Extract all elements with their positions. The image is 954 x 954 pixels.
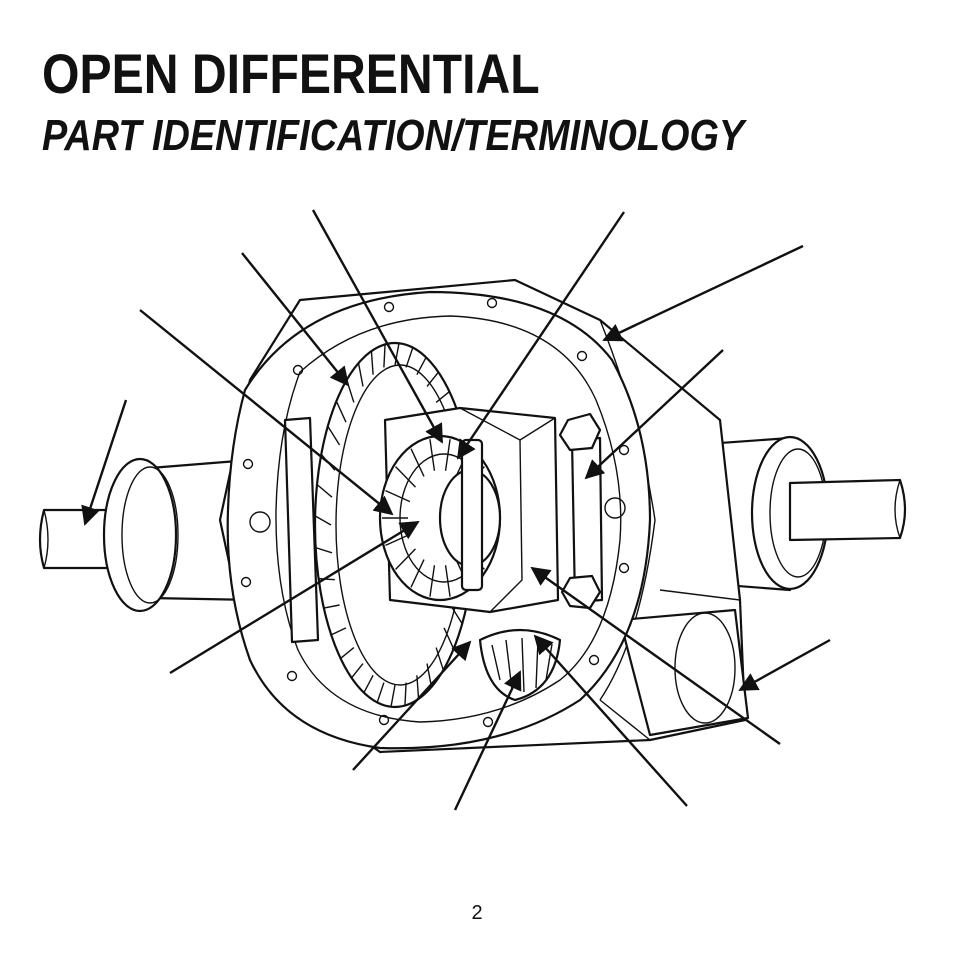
right-axle-shaft bbox=[790, 480, 905, 540]
page-number: 2 bbox=[471, 902, 483, 924]
page-subtitle: PART IDENTIFICATION/TERMINOLOGY bbox=[42, 111, 745, 160]
pinion-shaft bbox=[462, 440, 482, 590]
leader-line bbox=[740, 640, 830, 690]
page-title: OPEN DIFFERENTIAL bbox=[42, 42, 540, 105]
leader-line bbox=[604, 246, 803, 340]
